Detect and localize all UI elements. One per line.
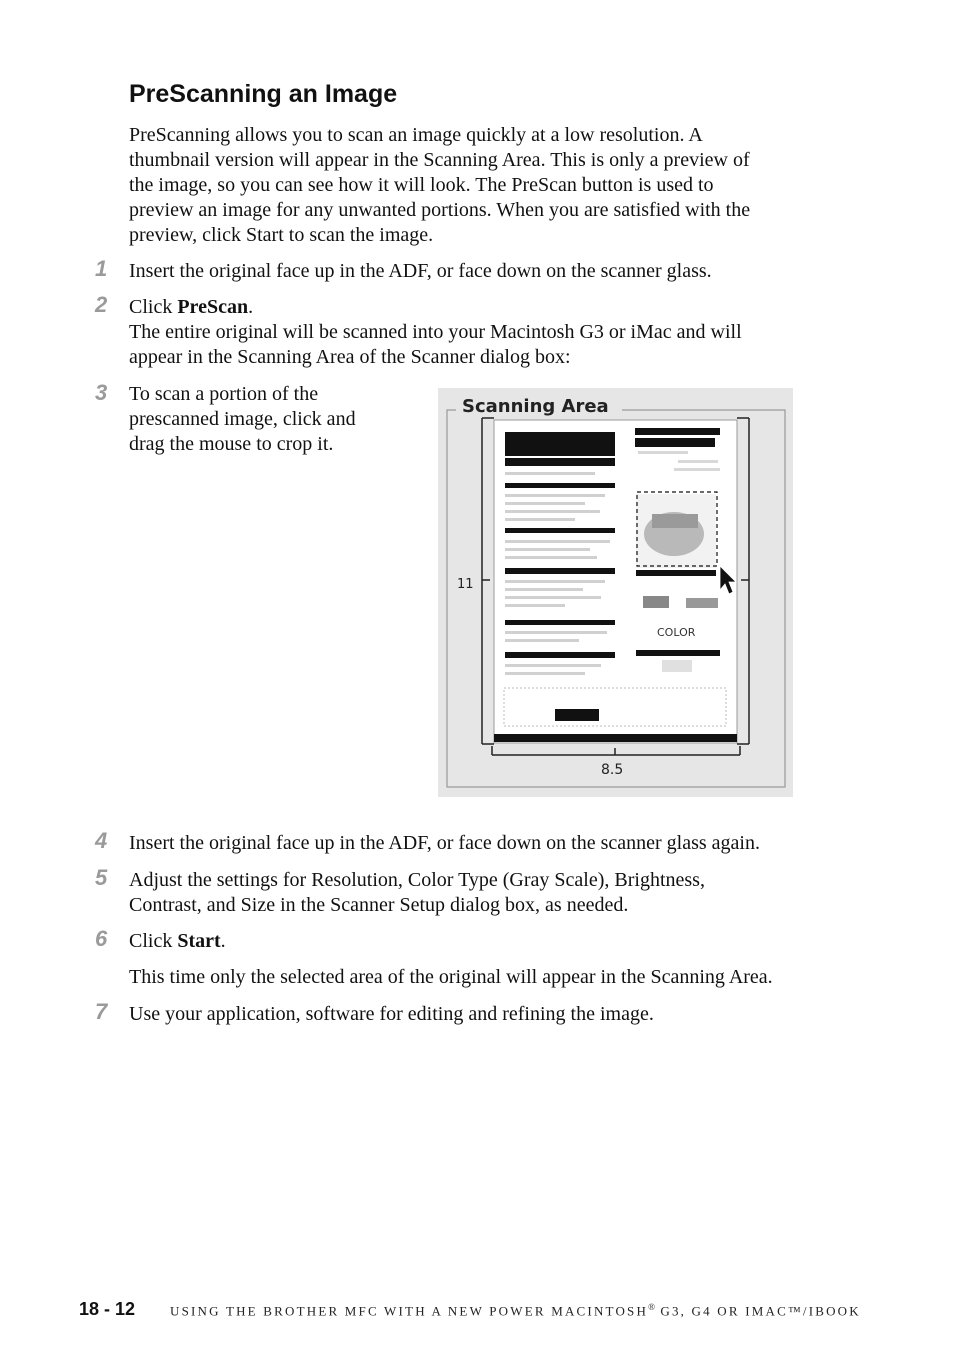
step-number: 2	[95, 292, 108, 317]
step-7-text: Use your application, software for editing and refining the image.	[129, 1003, 654, 1025]
footer-text-b: G3, G4 OR IMAC™/IBOOK	[654, 1303, 861, 1319]
step-6-text	[129, 929, 226, 954]
preview-bar	[505, 483, 615, 488]
prescan-label: PreScan	[177, 296, 249, 318]
preview-logo	[662, 660, 692, 672]
preview-bar	[505, 652, 615, 658]
device-image	[643, 596, 669, 608]
step-number: 6	[95, 926, 108, 951]
height-dimension	[482, 418, 494, 744]
step-2-text	[129, 295, 742, 370]
intro-line: PreScanning allows you to scan an image quickly at a low resolution. A	[129, 124, 703, 146]
preview-bar	[636, 650, 720, 656]
preview-bottom-bar	[494, 734, 737, 742]
step-4-text: Insert the original face up in the ADF, or face down on the scanner glass again.	[129, 832, 760, 854]
start-label: Start	[177, 930, 221, 952]
page-number: 18 - 12	[79, 1299, 136, 1319]
intro-line: preview, click Start to scan the image.	[129, 224, 434, 246]
preview-header-block	[505, 432, 615, 456]
preview-bar	[505, 568, 615, 574]
scanning-area-drawing	[438, 388, 793, 797]
preview-bar	[636, 570, 716, 576]
scanning-area-title: Scanning Area	[462, 396, 609, 417]
device-image	[686, 598, 718, 608]
registered-mark: ®	[648, 1302, 655, 1312]
width-label: 8.5	[601, 762, 624, 778]
intro-paragraph	[129, 123, 750, 248]
preview-bar	[505, 458, 615, 466]
intro-line: preview an image for any unwanted portions. When you are satisfied with the	[129, 199, 751, 221]
step-5-line: Contrast, and Size in the Scanner Setup dialog box, as needed.	[129, 894, 629, 916]
step-number: 4	[95, 828, 108, 853]
color-label: COLOR	[657, 626, 696, 639]
preview-bar	[505, 528, 615, 533]
step-number: 1	[95, 256, 108, 281]
step-2-post: .	[248, 296, 254, 318]
step-6-post: .	[220, 930, 226, 952]
step-3-text	[129, 382, 356, 457]
step-number: 7	[95, 999, 108, 1024]
step-5-line: Adjust the settings for Resolution, Color Type (Gray Scale), Brightness,	[129, 869, 705, 891]
height-label: 11	[457, 577, 474, 592]
step-6-pre: Click	[129, 930, 178, 952]
step-number: 5	[95, 865, 108, 890]
step-3-line: To scan a portion of the	[129, 383, 319, 405]
step-5-text	[129, 868, 705, 918]
preview-bar	[635, 428, 720, 435]
page-title: PreScanning an Image	[129, 80, 398, 108]
right-bracket	[737, 418, 749, 744]
intro-line: thumbnail version will appear in the Scanning Area. This is only a preview of	[129, 149, 750, 171]
step-6-note: This time only the selected area of the original will appear in the Scanning Area.	[129, 966, 773, 988]
step-1-text: Insert the original face up in the ADF, or face down on the scanner glass.	[129, 260, 712, 282]
preview-footer-logo	[555, 709, 599, 721]
width-dimension	[492, 746, 740, 755]
preview-photo-top	[652, 514, 698, 528]
step-number: 3	[95, 380, 108, 405]
footer-text-a: USING THE BROTHER MFC WITH A NEW POWER MACINTOSH	[170, 1303, 649, 1319]
step-2-line: The entire original will be scanned into your Macintosh G3 or iMac and will	[129, 321, 742, 343]
preview-bar	[505, 620, 615, 625]
step-3-line: drag the mouse to crop it.	[129, 433, 334, 455]
step-2-pre: Click	[129, 296, 178, 318]
step-2-line: appear in the Scanning Area of the Scanner dialog box:	[129, 346, 571, 368]
step-3-line: prescanned image, click and	[129, 408, 356, 430]
preview-bar	[635, 438, 715, 447]
running-footer	[170, 1302, 861, 1319]
scanning-area-figure	[438, 388, 793, 797]
intro-line: the image, so you can see how it will look. The PreScan button is used to	[129, 174, 714, 196]
